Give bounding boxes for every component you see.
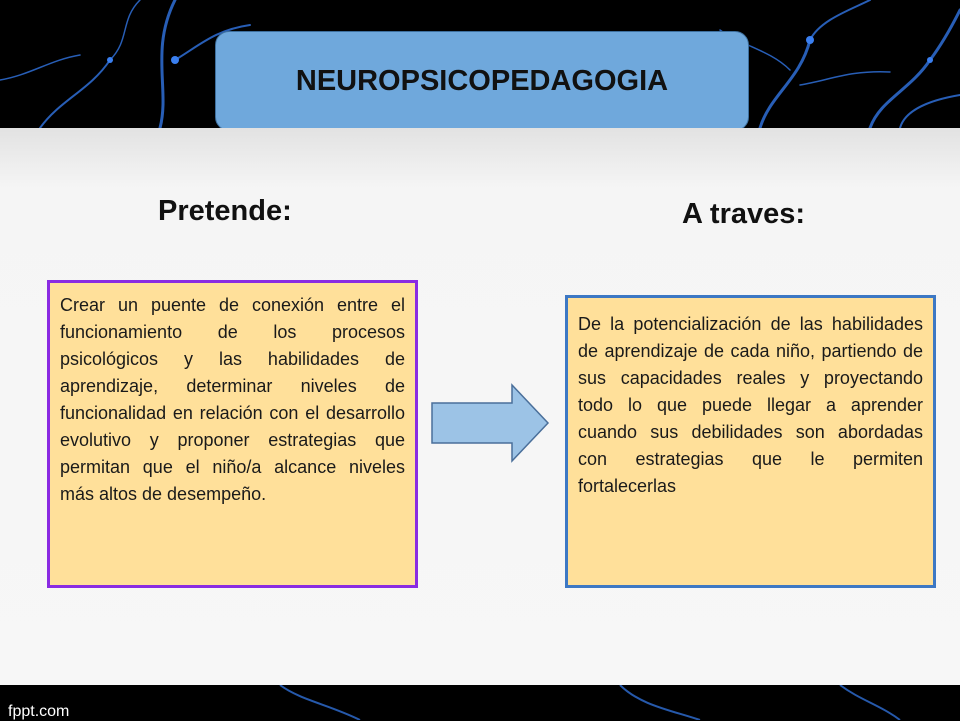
header-background bbox=[0, 0, 960, 128]
footer-label: fppt.com bbox=[8, 703, 70, 720]
right-arrow-icon bbox=[430, 383, 552, 463]
left-heading: Pretende: bbox=[158, 195, 292, 227]
title-box bbox=[215, 31, 749, 128]
left-textbox: Crear un puente de conexión entre el funcionamiento de los procesos psicológicos y las habilidades de aprendizaje, determinar niveles de funcionalidad en relación con el desarrollo evolutivo y proponer estrategias que permitan que el niño/a alcance niveles más altos de desempeño. bbox=[47, 280, 418, 588]
neuron-pattern-footer bbox=[0, 685, 960, 720]
title-text: NEUROPSICOPEDAGOGIA bbox=[295, 64, 669, 97]
footer-background bbox=[0, 685, 960, 720]
right-heading: A traves: bbox=[682, 198, 806, 230]
right-textbox: De la potencialización de las habilidades de aprendizaje de cada niño, partiendo de sus capacidades reales y proyectando todo lo que puede llegar a aprender cuando sus debilidades son abordadas con estrategias que le permiten fortalecerlas bbox=[565, 295, 936, 588]
